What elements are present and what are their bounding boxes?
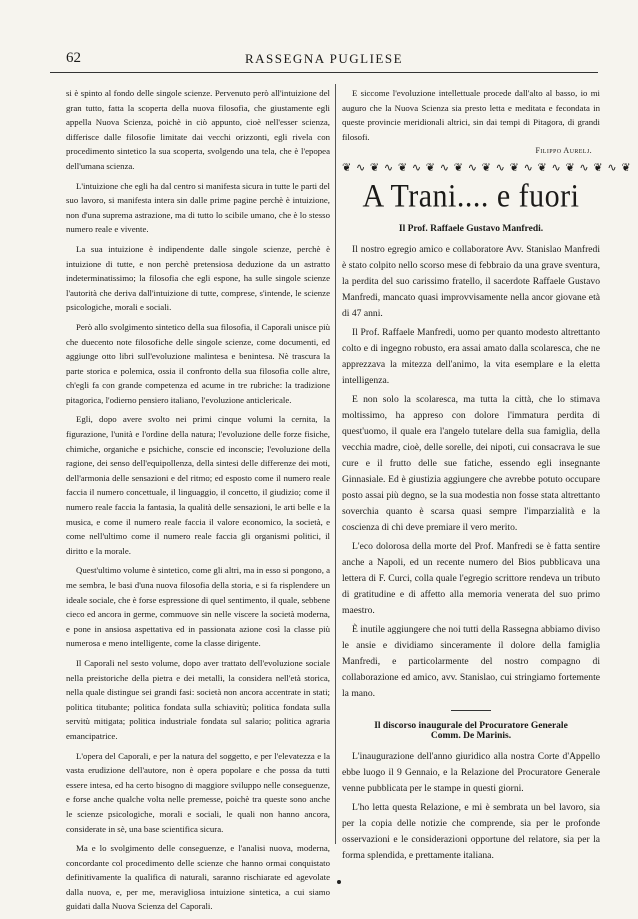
page-header (50, 50, 598, 73)
footer-mark (337, 880, 341, 884)
article-body (342, 749, 600, 864)
article-body (342, 242, 600, 702)
section-title: A Trani.... e fuori (362, 179, 580, 215)
page-number: 62 (66, 50, 81, 66)
article-paragraph: Il nostro egregio amico e collaboratore Avv. Stanislao Manfredi è stato colpito nello scorso mese di febbraio da una grave sventura, la perdita del suo carissimo fratello, il sacerdote Raffaele Gustavo Manfredi, mancato quasi improvvisamente nella ancor giovane età di 47 anni. (342, 244, 600, 320)
left-paragraph: Il Caporali nel sesto volume, dopo aver trattato dell'evoluzione sociale nella preistoriche della pietra e dei metalli, la considera nell'età storica, nella quale distingue sei grandi fasi: società non ancora accentrate in stati; politica titubante; politica fondata sulla schiavitù; politica fondata sulla servitù mitigata; politica industriale fondata sul salario; politica agraria emancipatrice. (66, 657, 330, 741)
left-paragraph: si è spinto al fondo delle singole scienze. Pervenuto però all'intuizione del gran tutto, fatta la scoperta della nuova filosofia, che giustamente egli appella Nuova Scienza, poichè in ciò appunto, cioè nell'esser scienza, differisce dalle filosofie limitate dai vecchi orizzonti, egli rivela con procedimento sintetico la sua scoperta, svolgendo una tela, che è l'epopea dell'umana scienza. (66, 88, 330, 171)
left-column (66, 86, 330, 919)
left-paragraph: Ma e lo svolgimento delle conseguenze, e l'analisi nuova, moderna, concordante col procedimento delle scienze che hanno ormai conquistato definitivamente la qualifica di naturali, saranno rischiarate ed agevolate dalla nuova, e, per me, meravigliosa intuizione sintetica, a cui siamo guidati dalla Nuova Scienza del Caporali. (66, 843, 330, 912)
intro-paragraph: E siccome l'evoluzione intellettuale procede dall'alto al basso, io mi auguro che la Nuova Scienza sia presto letta e meditata e fecondata in queste provincie meridionali altrici, sin dai tempi di Pitagora, di grandi filosofi. (342, 88, 600, 142)
left-paragraph: Però allo svolgimento sintetico della sua filosofia, il Caporali unisce più che duecento note filosofiche delle singole scienze, come documenti, ed aggiunge otto libri sull'evoluzione malintesa e benintesa. Nè trascura la parte storica e polemica, ossia il confronto della sua filosofia colle altre, ch'egli fa con grande competenza ed acume in tre rubriche: la tradizione pitagorica, l'odierno pensiero italiano, l'evoluzione anticlericale. (66, 321, 330, 405)
article-paragraph: L'ho letta questa Relazione, e mi è sembrata un bel lavoro, sia per la copia delle notizie che comprende, sia per le profonde osservazioni e le considerazioni opportune del relatore, sia per la forma splendida, e prettamente italiana. (342, 802, 600, 862)
article-paragraph: L'inaugurazione dell'anno giuridico alla nostra Corte d'Appello ebbe luogo il 9 Gennaio, e la Relazione del Procuratore Generale venne pubblicata per le stampe in questi giorni. (342, 751, 600, 795)
running-head: RASSEGNA PUGLIESE (244, 51, 404, 66)
left-paragraph: La sua intuizione è indipendente dalle singole scienze, perchè è intuizione di tutte, e non perchè pretensiosa deduzione da un astratto indeterminatissimo; la filosofia che egli espone, ha sulle singole scienze l'autorità che deriva dall'intuizione di tutte, comprese, s'intende, le scienze psicologiche, morali e sociali. (66, 243, 330, 313)
article-heading (342, 721, 600, 741)
left-paragraph: L'intuizione che egli ha dal centro si manifesta sicura in tutte le parti del suo lavoro, si manifesta intera sin dalle prime pagine perchè è intuizione, non d'una suprema astrazione, ma di tutto lo scibile umano, che è lo stesso numero reale e vivente. (66, 180, 330, 235)
section-rule (451, 710, 491, 711)
left-paragraph: Egli, dopo avere svolto nei primi cinque volumi la cernita, la figurazione, l'unità e l'ordine della natura; l'evoluzione delle forze fisiche, chimiche, organiche e psichiche, conscie ed inconscie; l'evoluzione della ragione, dei senso dell'equipollenza, della sintesi delle differenze dei moti, dell'armonia delle sensazioni e del ritmo; ed esposto come il numero reale faccia il numero concettuale, il linguaggio, il concetto, il giudizio; come il numero reale faccia la fantasia, la qualità delle sensazioni, le arti belle e la musica, e come il numero reale faccia il valore economico, la società, e come nell'ultimo come il numero reale faccia gli organismi politici, il diritto e la morale. (66, 414, 330, 556)
article-paragraph: E non solo la scolaresca, ma tutta la città, che lo stimava moltissimo, ha appreso con dolore l'immatura perdita di quest'uomo, il quale era l'angelo tutelare della sua famiglia, della vecchia madre, cioè, delle sorelle, dei nipoti, cui consacrava le sue cure e il frutto delle sue fatiche, essendo egli insegnante Ginnasiale. Ed è giustizia aggiungere che avrebbe potuto occupare posto assai più degno, se la sua modestia non fosse stata altrettanto soverchia quanto è scarsa quasi sempre l'imparzialità e la coscienza di chi deve premiare il vero merito. (342, 394, 600, 534)
article-paragraph: Il Prof. Raffaele Manfredi, uomo per quanto modesto altrettanto colto e di ingegno robusto, era assai amato dalla scolaresca, che ne apprezzava la mitezza dell'animo, la vita esemplare e la eletta intelligenza. (342, 327, 600, 387)
column-divider (335, 84, 336, 844)
right-column (342, 86, 632, 867)
article-paragraph: L'eco dolorosa della morte del Prof. Manfredi se è fatta sentire anche a Napoli, ed un recente numero del Bios pubblicava una lettera di F. Curci, colla quale l'egregio scrittore rendeva un tributo di gratitudine e di affetto alla memoria venerata del suo primo maestro. (342, 541, 600, 617)
left-paragraph: L'opera del Caporali, e per la natura del soggetto, e per l'elevatezza e la vasta erudizione dell'autore, non è opera popolare e che possa da tutti essere intesa, ed ha certo bisogno di maggiore sviluppo nelle conseguenze, e forse anche qualche volta nelle premesse, poichè tra queste sono anche le scienze psicologiche, morali e sociali, le quali non hanno ancora, considerate in sè, una base scientifica sicura. (66, 750, 330, 834)
article-heading-line: Comm. De Marinis. (430, 731, 512, 742)
article-heading-line: Il discorso inaugurale del Procuratore Generale (374, 721, 568, 732)
left-paragraph: Quest'ultimo volume è sintetico, come gli altri, ma in esso si pongono, a me sembra, le basi d'una nuova filosofia della storia, e si fa risplendere un ideale sociale, che è forse espressione di quel sentimento, il quale, sebbene cieco ed ancora in germe, commuove sin nelle viscere la società moderna, e pone in ansiosa aspettativa ed in passionata azione così la classe più numerosa e meno intelligente, come la classe dirigente. (66, 565, 330, 649)
article-heading: Il Prof. Raffaele Gustavo Manfredi. (398, 224, 544, 235)
author-signature: Filippo Aurelj. (535, 146, 592, 156)
ornamental-divider: ❦ ∿ ❦ ∿ ❦ ∿ ❦ ∿ ❦ ∿ ❦ ∿ ❦ ∿ ❦ ∿ ❦ ∿ ❦ ∿ ❦ (342, 162, 632, 175)
article-paragraph: È inutile aggiungere che noi tutti della Rassegna abbiamo diviso le ansie e dividiamo sinceramente il dolore della famiglia Manfredi, e particolarmente del nostro compagno di collaborazione ed amico, avv. Stanislao, cui stringiamo fortemente la mano. (342, 624, 600, 700)
